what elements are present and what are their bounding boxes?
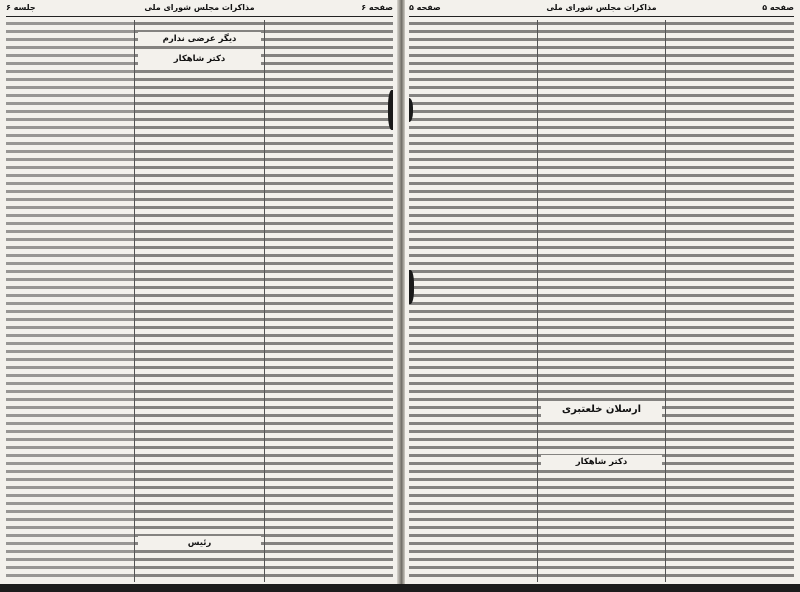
- scan-edge: [0, 584, 800, 592]
- left-page: [0, 0, 399, 592]
- ink-blot: [388, 90, 393, 130]
- right-col-3: [409, 20, 537, 582]
- subheading: دیگر عرضی ندارم: [138, 32, 260, 46]
- right-page: [403, 0, 800, 592]
- left-page-number-inner: جلسه ۶: [6, 3, 36, 12]
- speaker-note: رئیس: [138, 536, 260, 550]
- ink-blot: [409, 270, 414, 304]
- left-col-1: [264, 20, 393, 582]
- right-page-title: مذاکرات مجلس شورای ملی: [546, 3, 657, 12]
- right-col-2: [537, 20, 666, 582]
- right-col-1: [665, 20, 794, 582]
- speaker-heading-1: ارسلان خلعتبری: [541, 402, 663, 417]
- left-col-3: [6, 20, 134, 582]
- right-page-header: [409, 2, 794, 17]
- left-page-number: صفحه ۶: [361, 3, 393, 12]
- right-page-number: صفحه ۵: [762, 3, 794, 12]
- left-page-title: مذاکرات مجلس شورای ملی: [144, 3, 255, 12]
- right-page-number-inner: صفحه ۵: [409, 3, 441, 12]
- left-page-columns: [6, 20, 393, 582]
- left-page-header: [6, 2, 393, 17]
- left-col-2: [134, 20, 263, 582]
- right-page-columns: [409, 20, 794, 582]
- speaker-heading-3: دکتر شاهکار: [138, 52, 260, 66]
- speaker-heading-2: دکتر شاهکار: [541, 455, 663, 469]
- ink-blot: [409, 98, 413, 122]
